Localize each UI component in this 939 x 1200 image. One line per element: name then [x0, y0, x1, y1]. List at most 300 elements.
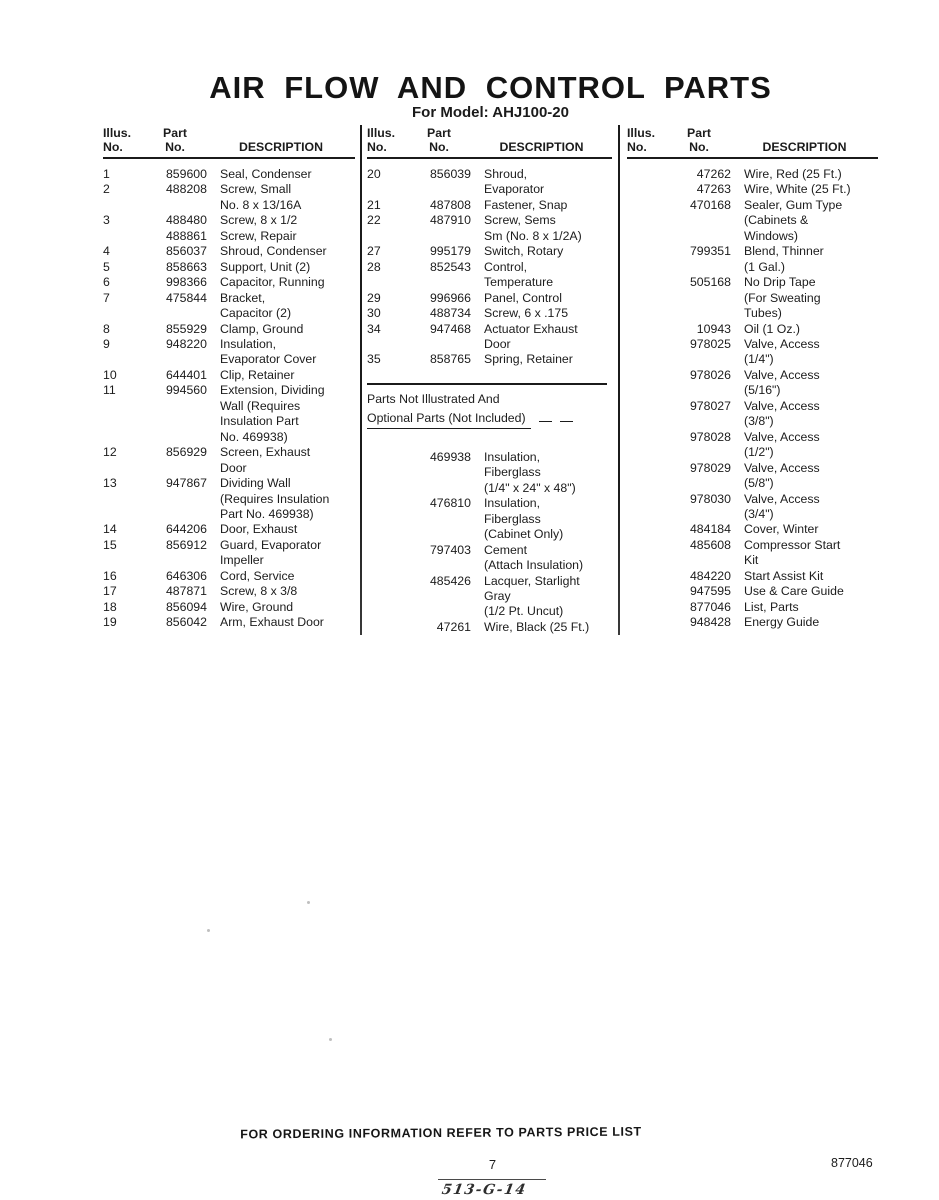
- illus-no-cell: 22: [367, 213, 381, 228]
- illus-no-cell: [627, 615, 667, 630]
- page-subtitle: For Model: AHJ100-20: [412, 104, 569, 121]
- part-row: [367, 229, 612, 244]
- illus-no-cell: [367, 589, 407, 604]
- illus-no-cell: 29: [367, 290, 381, 305]
- part-row: [103, 167, 355, 182]
- part-description-cell: Lacquer, Starlight: [484, 573, 580, 588]
- illus-no-cell: [627, 352, 667, 367]
- part-row: [367, 291, 612, 306]
- part-description-cell: Fastener, Snap: [484, 197, 568, 212]
- part-row: [627, 322, 878, 337]
- part-description-cell: (3/8"): [744, 414, 774, 429]
- part-row: [367, 337, 612, 352]
- part-no-cell: [407, 182, 471, 197]
- part-description-cell: Wall (Requires: [220, 398, 301, 413]
- part-row: [367, 558, 612, 573]
- part-description-cell: Part No. 469938): [220, 506, 314, 521]
- part-row: [367, 275, 612, 290]
- part-description-cell: Wire, Black (25 Ft.): [484, 619, 590, 634]
- illus-no-cell: [367, 527, 407, 542]
- part-no-cell: [407, 275, 471, 290]
- part-row: [627, 553, 878, 568]
- part-no-cell: [667, 260, 731, 275]
- not-illustrated-section-heading: [367, 383, 612, 429]
- illus-no-cell: [627, 337, 667, 352]
- part-row: [367, 167, 612, 182]
- illus-no-cell: [627, 260, 667, 275]
- illus-no-cell: [627, 244, 667, 259]
- part-row: [627, 291, 878, 306]
- part-description-cell: Actuator Exhaust: [484, 321, 578, 336]
- part-no-cell: 978029: [689, 460, 731, 475]
- part-description-cell: Screw, 6 x .175: [484, 306, 569, 321]
- part-description-cell: Panel, Control: [484, 290, 562, 305]
- scan-speck: [207, 929, 210, 932]
- part-no-cell: [143, 553, 207, 568]
- part-no-cell: [143, 430, 207, 445]
- part-description-cell: Wire, White (25 Ft.): [744, 182, 851, 197]
- illus-no-cell: 19: [103, 615, 117, 630]
- illus-no-cell: 16: [103, 568, 117, 583]
- part-no-cell: 487871: [165, 584, 207, 599]
- part-row: [627, 569, 878, 584]
- part-row: [627, 492, 878, 507]
- page-title: AIR FLOW AND CONTROL PARTS: [209, 70, 772, 105]
- part-row: [103, 322, 355, 337]
- header-part-no: Part No.: [427, 126, 451, 154]
- part-description-cell: Insulation,: [484, 449, 541, 464]
- part-description-cell: (1/2"): [744, 445, 774, 460]
- illus-no-cell: [367, 574, 407, 589]
- column-header: [103, 127, 355, 159]
- part-no-cell: 856037: [165, 244, 207, 259]
- part-row: [367, 543, 612, 558]
- part-no-cell: 485608: [689, 537, 731, 552]
- part-description-cell: Door: [220, 460, 247, 475]
- part-no-cell: 470168: [689, 197, 731, 212]
- part-description-cell: No. 469938): [220, 429, 288, 444]
- illus-no-cell: [367, 543, 407, 558]
- part-row: [103, 213, 355, 228]
- document-number: 877046: [831, 1156, 873, 1170]
- illus-no-cell: [367, 337, 407, 352]
- part-no-cell: 856094: [165, 599, 207, 614]
- parts-column-2: [367, 127, 612, 635]
- illus-no-cell: 6: [103, 275, 110, 290]
- part-no-cell: 947468: [429, 321, 471, 336]
- part-description-cell: Fiberglass: [484, 465, 541, 480]
- illus-no-cell: 14: [103, 522, 117, 537]
- part-description-cell: Cord, Service: [220, 568, 295, 583]
- part-description-cell: Screw, 8 x 1/2: [220, 213, 298, 228]
- illus-no-cell: [627, 507, 667, 522]
- part-row: [627, 260, 878, 275]
- part-row: [627, 584, 878, 599]
- part-description-cell: Valve, Access: [744, 336, 820, 351]
- illus-no-cell: 13: [103, 476, 117, 491]
- part-row: [627, 352, 878, 367]
- part-no-cell: [407, 481, 471, 496]
- part-description-cell: No Drip Tape: [744, 275, 816, 290]
- illus-no-cell: [627, 399, 667, 414]
- part-description-cell: List, Parts: [744, 599, 799, 614]
- part-no-cell: [667, 213, 731, 228]
- part-no-cell: 855929: [165, 321, 207, 336]
- part-no-cell: [407, 589, 471, 604]
- illus-no-cell: 2: [103, 182, 110, 197]
- part-description-cell: Clamp, Ground: [220, 321, 304, 336]
- part-description-cell: Valve, Access: [744, 491, 820, 506]
- part-description-cell: Support, Unit (2): [220, 259, 311, 274]
- part-row: [103, 306, 355, 321]
- part-row: [103, 538, 355, 553]
- part-no-cell: 948428: [689, 615, 731, 630]
- illus-no-cell: 17: [103, 584, 117, 599]
- part-row: [627, 507, 878, 522]
- rule-dash: [560, 407, 573, 422]
- part-description-cell: Wire, Red (25 Ft.): [744, 167, 842, 181]
- part-row: [103, 275, 355, 290]
- part-no-cell: 856929: [165, 445, 207, 460]
- part-row: [367, 352, 612, 367]
- part-no-cell: [407, 465, 471, 480]
- part-description-cell: Temperature: [484, 275, 554, 290]
- part-no-cell: 852543: [429, 259, 471, 274]
- part-row: [103, 414, 355, 429]
- part-row: [367, 512, 612, 527]
- part-no-cell: 858765: [429, 352, 471, 367]
- illus-no-cell: [627, 584, 667, 599]
- parts-rows-col2-top: [367, 159, 612, 368]
- handwritten-code: 513-G-14: [440, 1182, 528, 1198]
- part-no-cell: [667, 445, 731, 460]
- part-row: [103, 476, 355, 491]
- part-row: [103, 507, 355, 522]
- part-no-cell: [407, 512, 471, 527]
- illus-no-cell: [627, 322, 667, 337]
- part-no-cell: 856912: [165, 537, 207, 552]
- part-description-cell: Energy Guide: [744, 615, 820, 630]
- part-description-cell: Door, Exhaust: [220, 522, 298, 537]
- part-no-cell: 995179: [429, 244, 471, 259]
- part-row: [103, 368, 355, 383]
- part-description-cell: Cover, Winter: [744, 522, 819, 537]
- illus-no-cell: [627, 182, 667, 197]
- part-no-cell: 505168: [689, 275, 731, 290]
- part-row: [103, 445, 355, 460]
- part-description-cell: (1/4" x 24" x 48"): [484, 480, 576, 495]
- part-description-cell: (1 Gal.): [744, 259, 785, 274]
- part-description-cell: Impeller: [220, 553, 264, 568]
- illus-no-cell: 15: [103, 537, 117, 552]
- part-no-cell: 856039: [429, 167, 471, 181]
- part-row: [367, 322, 612, 337]
- part-row: [367, 620, 612, 635]
- part-no-cell: 47261: [436, 619, 471, 634]
- rule-dash: [539, 407, 552, 422]
- illus-no-cell: 27: [367, 244, 381, 259]
- part-no-cell: 646306: [165, 568, 207, 583]
- part-no-cell: [407, 229, 471, 244]
- illus-no-cell: 12: [103, 445, 117, 460]
- illus-no-cell: [367, 558, 407, 573]
- illus-no-cell: [627, 538, 667, 553]
- part-description-cell: Screw, Small: [220, 182, 292, 197]
- part-no-cell: 858663: [165, 259, 207, 274]
- illus-no-cell: [367, 481, 407, 496]
- illus-no-cell: [103, 306, 143, 321]
- part-no-cell: 488734: [429, 306, 471, 321]
- illus-no-cell: [627, 553, 667, 568]
- part-row: [367, 481, 612, 496]
- illus-no-cell: 8: [103, 321, 110, 336]
- illus-no-cell: [103, 352, 143, 367]
- illus-no-cell: [627, 368, 667, 383]
- illus-no-cell: [367, 182, 407, 197]
- part-description-cell: No. 8 x 13/16A: [220, 197, 302, 212]
- part-no-cell: 476810: [429, 496, 471, 511]
- illus-no-cell: [367, 512, 407, 527]
- illus-no-cell: [627, 306, 667, 321]
- part-description-cell: Sealer, Gum Type: [744, 197, 843, 212]
- illus-no-cell: 11: [103, 383, 116, 398]
- part-no-cell: 484184: [689, 522, 731, 537]
- part-description-cell: Shroud,: [484, 167, 528, 181]
- part-no-cell: [407, 604, 471, 619]
- part-row: [627, 461, 878, 476]
- part-no-cell: [667, 306, 731, 321]
- illus-no-cell: [627, 445, 667, 460]
- part-description-cell: Spring, Retainer: [484, 352, 573, 367]
- parts-rows-col1: [103, 159, 355, 631]
- part-row: [627, 198, 878, 213]
- part-no-cell: 859600: [165, 167, 207, 181]
- part-row: [103, 182, 355, 197]
- part-row: [627, 522, 878, 537]
- illus-no-cell: [627, 275, 667, 290]
- part-no-cell: 797403: [429, 542, 471, 557]
- illus-no-cell: 3: [103, 213, 110, 228]
- part-description-cell: Blend, Thinner: [744, 244, 824, 259]
- part-row: [367, 182, 612, 197]
- part-description-cell: (Cabinet Only): [484, 527, 564, 542]
- part-row: [103, 291, 355, 306]
- part-row: [103, 553, 355, 568]
- part-description-cell: Capacitor, Running: [220, 275, 325, 290]
- illus-no-cell: [627, 291, 667, 306]
- part-description-cell: Fiberglass: [484, 511, 541, 526]
- illus-no-cell: [627, 600, 667, 615]
- illus-no-cell: [367, 275, 407, 290]
- part-row: [627, 306, 878, 321]
- part-row: [103, 615, 355, 630]
- part-no-cell: [667, 229, 731, 244]
- part-description-cell: Gray: [484, 588, 511, 603]
- illus-no-cell: [627, 569, 667, 584]
- header-description: DESCRIPTION: [499, 139, 584, 154]
- part-description-cell: Bracket,: [220, 290, 266, 305]
- illus-no-cell: [103, 553, 143, 568]
- part-row: [103, 522, 355, 537]
- illus-no-cell: 4: [103, 244, 110, 259]
- illus-no-cell: 30: [367, 306, 381, 321]
- part-no-cell: [143, 414, 207, 429]
- part-no-cell: 948220: [165, 336, 207, 351]
- illus-no-cell: [627, 414, 667, 429]
- illus-no-cell: [103, 461, 143, 476]
- part-description-cell: (1/4"): [744, 352, 774, 367]
- part-description-cell: Tubes): [744, 306, 782, 321]
- part-row: [627, 182, 878, 197]
- part-row: [627, 275, 878, 290]
- part-description-cell: Evaporator Cover: [220, 352, 317, 367]
- page-number-rule: [438, 1179, 546, 1180]
- part-description-cell: Switch, Rotary: [484, 244, 564, 259]
- part-row: [367, 260, 612, 275]
- part-no-cell: 644206: [165, 522, 207, 537]
- part-row: [103, 198, 355, 213]
- part-row: [367, 244, 612, 259]
- part-description-cell: Valve, Access: [744, 367, 820, 382]
- part-description-cell: Insulation,: [220, 336, 277, 351]
- page-number: 7: [488, 1157, 497, 1172]
- part-no-cell: 947867: [165, 476, 207, 491]
- part-row: [367, 306, 612, 321]
- part-row: [103, 244, 355, 259]
- ordering-info-note: FOR ORDERING INFORMATION REFER TO PARTS PRICE LIST: [240, 1124, 642, 1142]
- illus-no-cell: [627, 492, 667, 507]
- illus-no-cell: [367, 465, 407, 480]
- header-illus-no: Illus. No.: [103, 126, 132, 154]
- illus-no-cell: [367, 496, 407, 511]
- part-row: [627, 399, 878, 414]
- header-description: DESCRIPTION: [762, 139, 847, 154]
- part-row: [367, 198, 612, 213]
- parts-column-3: [627, 127, 878, 631]
- scan-speck: [307, 901, 310, 904]
- illus-no-cell: [627, 522, 667, 537]
- illus-no-cell: [627, 430, 667, 445]
- part-description-cell: Windows): [744, 228, 798, 243]
- part-description-cell: Evaporator: [484, 182, 545, 197]
- part-row: [627, 615, 878, 630]
- illus-no-cell: [103, 492, 143, 507]
- illus-no-cell: [627, 461, 667, 476]
- part-row: [627, 383, 878, 398]
- illus-no-cell: [367, 229, 407, 244]
- part-description-cell: Screw, Repair: [220, 228, 297, 243]
- part-no-cell: 475844: [165, 290, 207, 305]
- part-no-cell: [407, 337, 471, 352]
- part-description-cell: Arm, Exhaust Door: [220, 615, 324, 630]
- part-row: [103, 337, 355, 352]
- illus-no-cell: [367, 620, 407, 635]
- part-row: [367, 496, 612, 511]
- illus-no-cell: 20: [367, 167, 381, 181]
- header-illus-no: Illus. No.: [627, 126, 656, 154]
- column-divider-right: [618, 125, 620, 635]
- part-no-cell: [143, 461, 207, 476]
- part-row: [367, 604, 612, 619]
- part-description-cell: Sm (No. 8 x 1/2A): [484, 228, 582, 243]
- header-part-no: Part No.: [163, 126, 187, 154]
- header-description: DESCRIPTION: [238, 139, 324, 154]
- part-no-cell: 10943: [696, 321, 731, 336]
- part-description-cell: Valve, Access: [744, 398, 820, 413]
- part-row: [367, 465, 612, 480]
- part-no-cell: 488208: [165, 182, 207, 197]
- part-row: [367, 574, 612, 589]
- part-row: [627, 600, 878, 615]
- part-description-cell: (1/2 Pt. Uncut): [484, 604, 564, 619]
- part-description-cell: Screen, Exhaust: [220, 445, 311, 460]
- part-no-cell: [143, 399, 207, 414]
- part-description-cell: Kit: [744, 553, 759, 568]
- illus-no-cell: [627, 213, 667, 228]
- part-no-cell: 856042: [165, 615, 207, 630]
- parts-rows-col3: [627, 159, 878, 631]
- part-no-cell: [143, 306, 207, 321]
- illus-no-cell: 28: [367, 259, 381, 274]
- part-no-cell: 488480: [165, 213, 207, 228]
- part-description-cell: Shroud, Condenser: [220, 244, 327, 259]
- part-row: [627, 244, 878, 259]
- column-header: [367, 127, 612, 159]
- part-description-cell: Capacitor (2): [220, 306, 292, 321]
- part-description-cell: (Attach Insulation): [484, 558, 584, 573]
- illus-no-cell: [627, 383, 667, 398]
- part-row: [103, 229, 355, 244]
- header-illus-no: Illus. No.: [367, 126, 396, 154]
- part-row: [103, 383, 355, 398]
- part-no-cell: 487808: [429, 197, 471, 212]
- part-description-cell: Guard, Evaporator: [220, 537, 322, 552]
- part-no-cell: 978027: [689, 398, 731, 413]
- part-no-cell: [667, 291, 731, 306]
- illus-no-cell: 34: [367, 321, 381, 336]
- part-no-cell: [667, 553, 731, 568]
- illus-no-cell: 21: [367, 197, 381, 212]
- part-no-cell: 644401: [165, 367, 207, 382]
- illus-no-cell: [627, 198, 667, 213]
- illus-no-cell: [103, 507, 143, 522]
- illus-no-cell: [103, 229, 143, 244]
- part-row: [627, 337, 878, 352]
- part-no-cell: 978028: [689, 429, 731, 444]
- illus-no-cell: [627, 476, 667, 491]
- column-header: [627, 127, 878, 159]
- part-no-cell: [143, 492, 207, 507]
- part-description-cell: (3/4"): [744, 506, 774, 521]
- part-description-cell: (For Sweating: [744, 290, 821, 305]
- part-description-cell: Insulation Part: [220, 414, 299, 429]
- illus-no-cell: [627, 229, 667, 244]
- part-row: [627, 229, 878, 244]
- header-part-no: Part No.: [687, 126, 711, 154]
- section-heading-line1: Parts Not Illustrated And: [367, 391, 500, 406]
- part-description-cell: Compressor Start: [744, 537, 841, 552]
- part-description-cell: Dividing Wall: [220, 476, 291, 491]
- part-description-cell: Start Assist Kit: [744, 568, 824, 583]
- part-row: [367, 450, 612, 465]
- part-no-cell: 484220: [689, 568, 731, 583]
- part-description-cell: (Cabinets &: [744, 213, 809, 228]
- part-no-cell: [667, 507, 731, 522]
- illus-no-cell: 35: [367, 352, 381, 367]
- part-no-cell: [667, 383, 731, 398]
- part-row: [367, 527, 612, 542]
- part-row: [627, 167, 878, 182]
